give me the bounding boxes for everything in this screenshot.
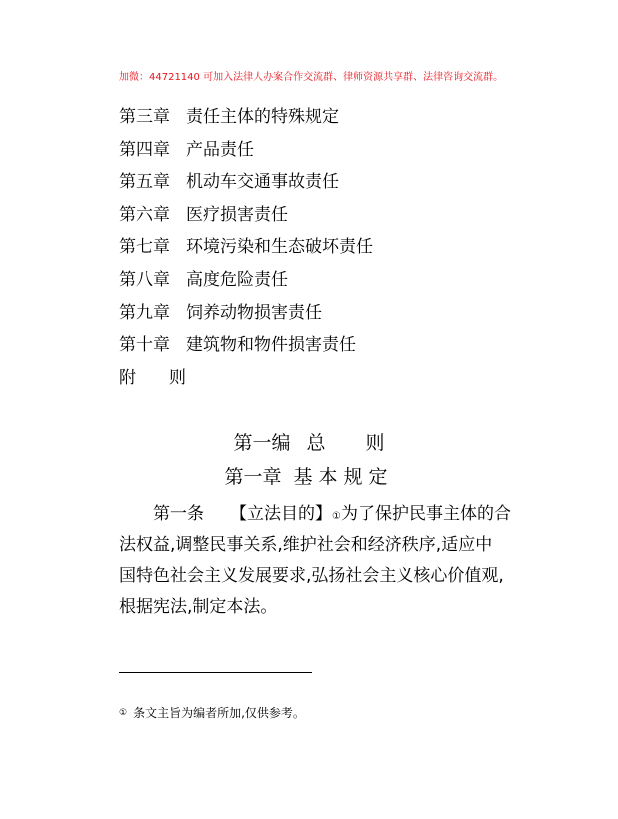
article-line (119, 499, 511, 530)
toc-appendix-part2: 则 (169, 367, 186, 388)
footnote-reference[interactable]: ① (332, 511, 341, 522)
part-title (0, 430, 618, 456)
toc-chapter-title: 医疗损害责任 (186, 204, 288, 225)
toc-chapter-number: 第六章 (119, 204, 170, 225)
article-number: 第一条 (153, 504, 204, 524)
toc-chapter-number: 第五章 (119, 172, 170, 193)
toc-chapter-number: 第三章 (119, 107, 170, 127)
footnote-text: 条文主旨为编者所加,仅供参考。 (133, 706, 305, 720)
article-line: 国特色社会主义发展要求,弘扬社会主义核心价值观, (119, 566, 504, 586)
footnote-divider (119, 672, 312, 673)
toc-chapter-number: 第九章 (119, 302, 170, 323)
toc-item (119, 202, 373, 235)
toc-chapter-title: 责任主体的特殊规定 (186, 107, 339, 127)
part-word-2: 则 (365, 432, 385, 454)
article-heading: 【立法目的】 (230, 504, 332, 524)
article-line: 根据宪法,制定本法。 (119, 597, 278, 617)
chapter-name: 基本规定 (293, 466, 394, 488)
article-text: 为了保护民事主体的合 (340, 504, 511, 524)
toc-item-appendix (119, 365, 373, 398)
toc-chapter-title: 产品责任 (186, 139, 254, 160)
toc-item (119, 267, 373, 300)
toc-appendix-part1: 附 (119, 367, 136, 388)
toc-chapter-title: 高度危险责任 (186, 269, 288, 290)
footnote (119, 704, 305, 722)
toc-item (119, 169, 373, 202)
footnote-mark: ① (119, 708, 128, 718)
toc-chapter-number: 第八章 (119, 269, 170, 290)
toc-chapter-title: 建筑物和物件损害责任 (186, 335, 356, 356)
article-1 (119, 499, 511, 623)
chapter-title (0, 464, 618, 490)
promo-banner: 加微：44721140 可加入法律人办案合作交流群、律师资源共享群、法律咨询交流群。 (119, 72, 504, 83)
toc-item (119, 104, 373, 137)
toc-chapter-number: 第七章 (119, 237, 170, 258)
chapter-number: 第一章 (224, 466, 282, 488)
toc-chapter-title: 饲养动物损害责任 (186, 302, 322, 323)
toc-chapter-number: 第十章 (119, 335, 170, 356)
toc-item (119, 137, 373, 170)
table-of-contents (119, 104, 373, 397)
part-number: 第一编 (233, 432, 291, 454)
toc-item (119, 332, 373, 365)
article-line: 法权益,调整民事关系,维护社会和经济秩序,适应中 (119, 535, 493, 555)
toc-chapter-title: 环境污染和生态破坏责任 (186, 237, 373, 258)
toc-chapter-number: 第四章 (119, 139, 170, 160)
toc-chapter-title: 机动车交通事故责任 (186, 172, 339, 193)
toc-item (119, 234, 373, 267)
toc-item (119, 300, 373, 333)
part-word-1: 总 (306, 432, 326, 454)
